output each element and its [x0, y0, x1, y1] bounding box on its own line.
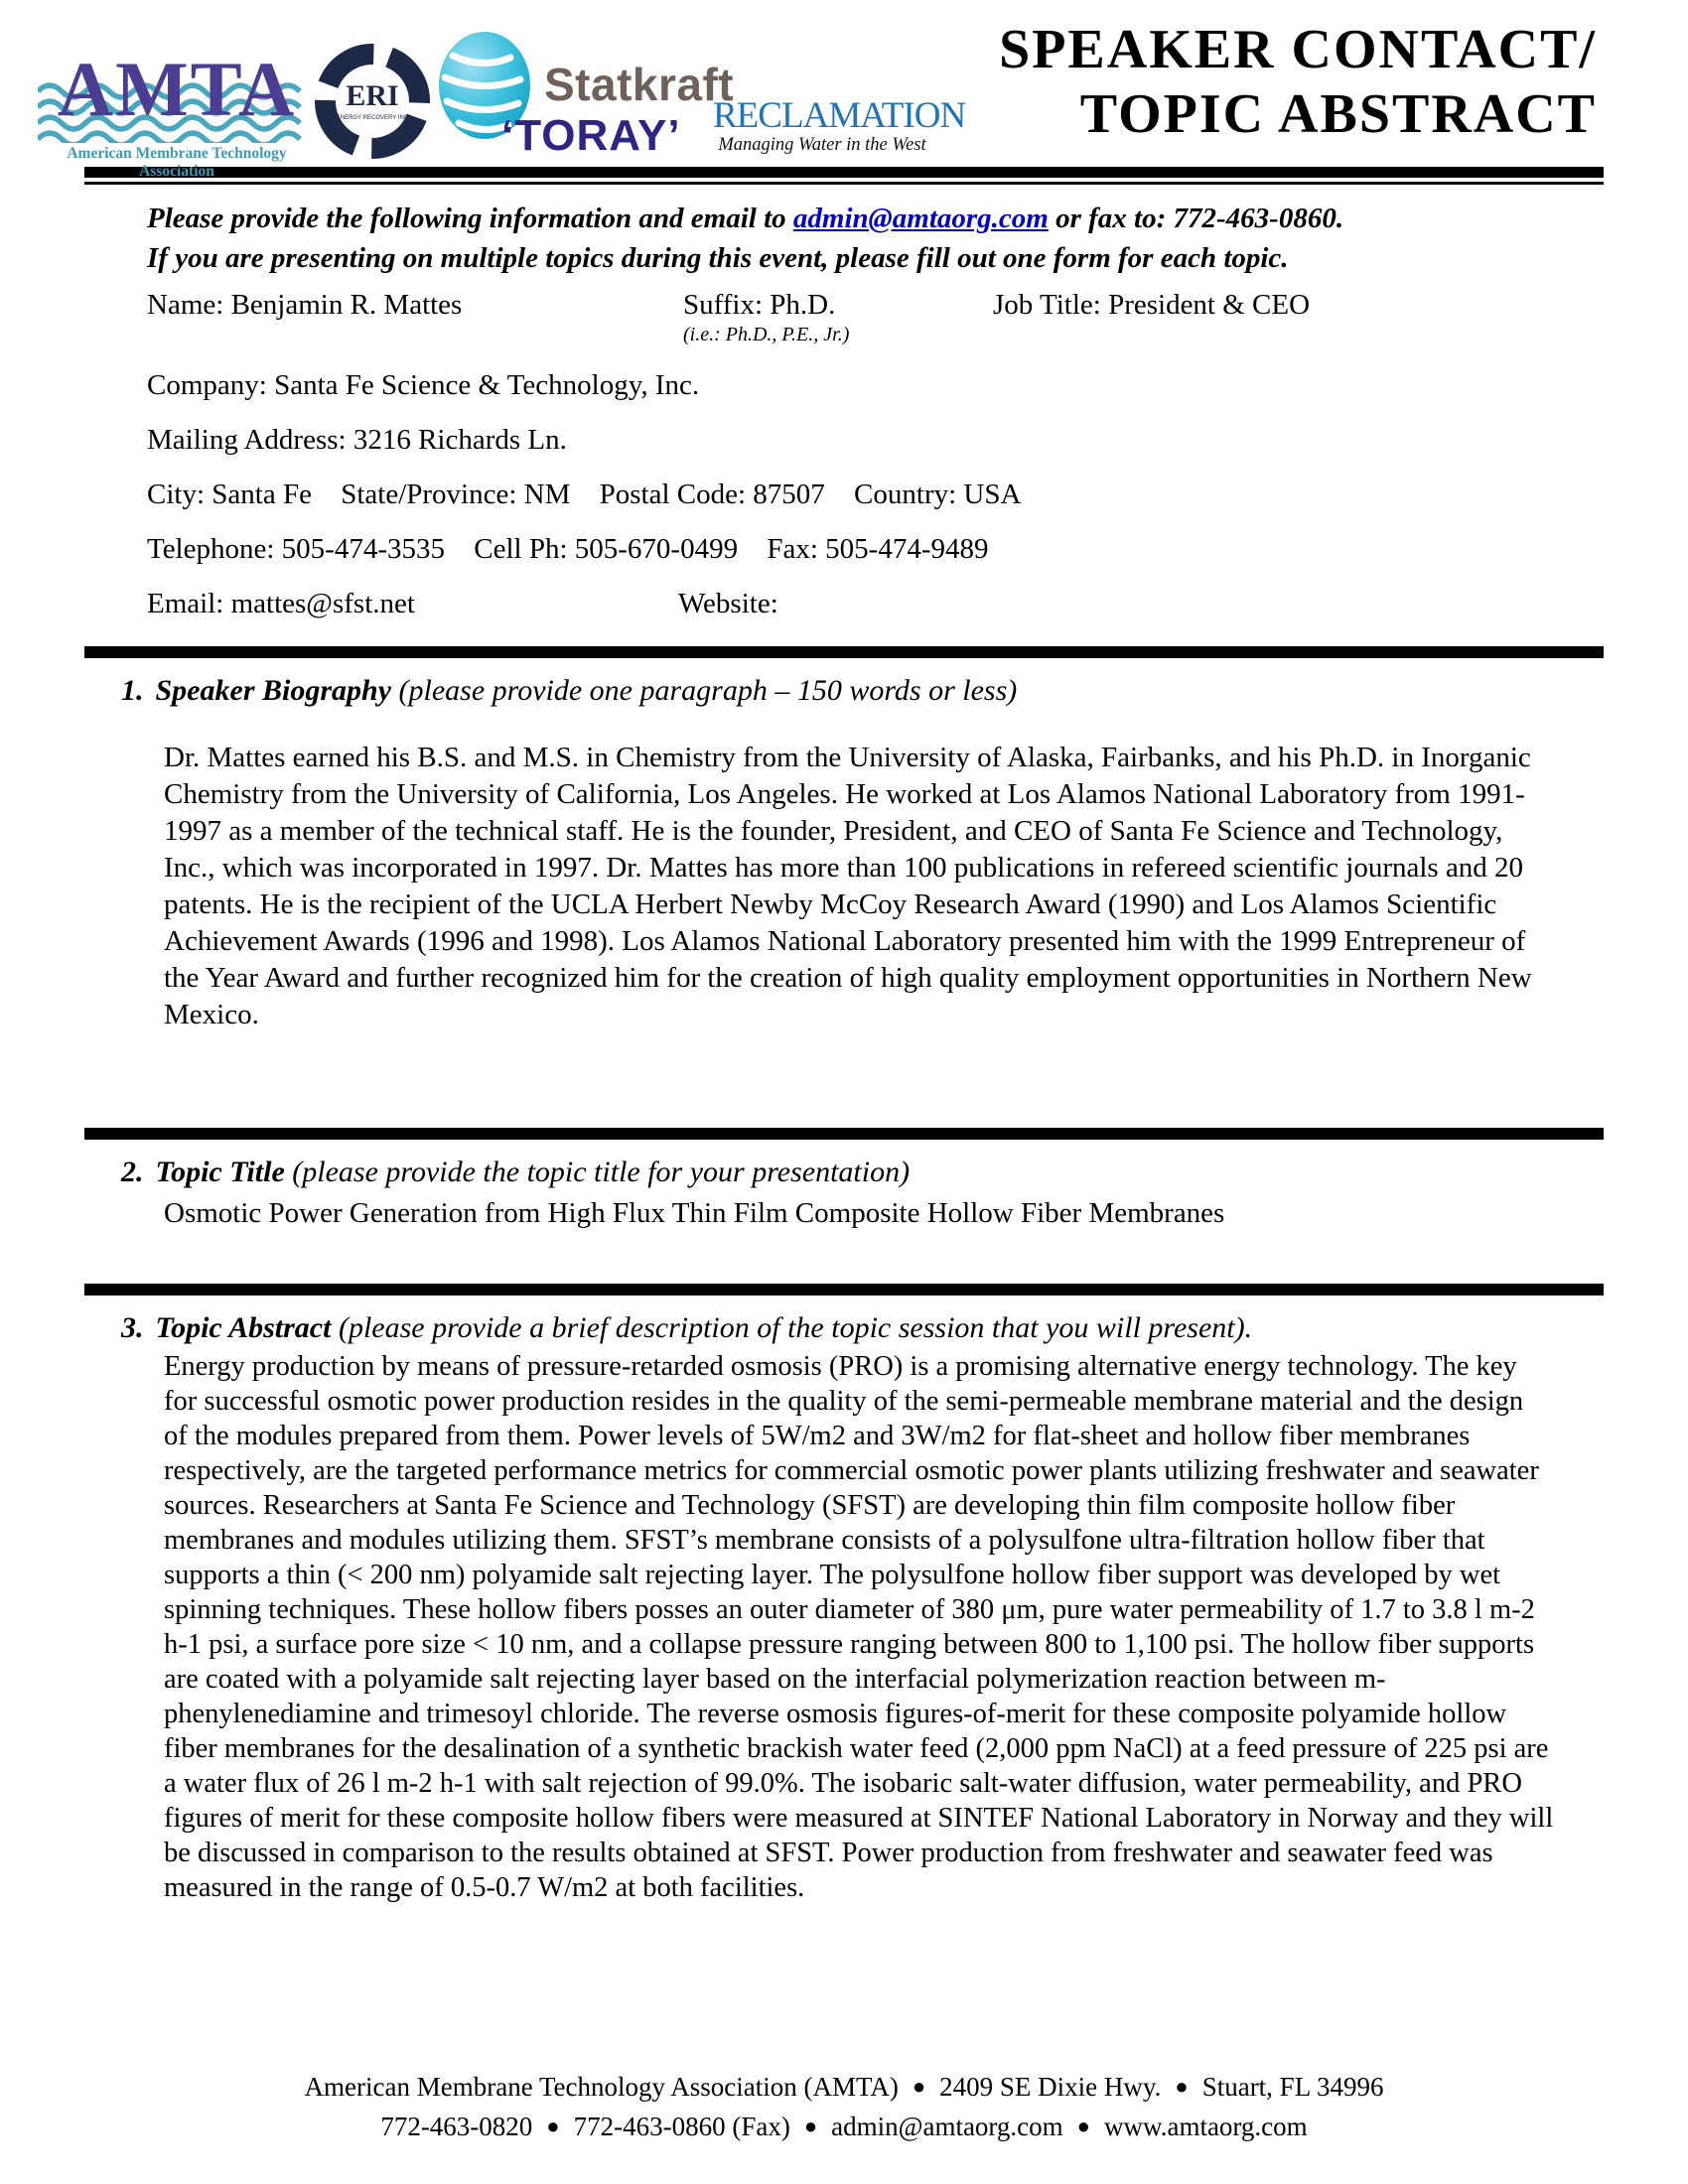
- footer-street: 2409 SE Dixie Hwy.: [939, 2072, 1162, 2102]
- section1-number: 1.: [121, 674, 144, 707]
- mailing-address-row: [147, 423, 1604, 457]
- company-value: Santa Fe Science & Technology, Inc.: [274, 369, 700, 401]
- section2-heading: [121, 1154, 1604, 1191]
- telephone-value: 505-474-3535: [281, 533, 445, 565]
- instructions-line1: [147, 199, 1579, 238]
- footer-fax: 772-463-0860 (Fax): [573, 2112, 790, 2141]
- bullet-icon: ●: [1076, 2114, 1090, 2138]
- fax-field: [767, 533, 988, 565]
- footer-line2: [0, 2107, 1688, 2146]
- country-label: Country:: [854, 478, 957, 510]
- fax-value: 505-474-9489: [825, 533, 989, 565]
- cell-phone-field: [474, 533, 738, 565]
- topic-title-text: Osmotic Power Generation from High Flux Thin Film Composite Hollow Fiber Membranes: [164, 1197, 1225, 1229]
- eri-logo-icon: [313, 42, 432, 161]
- city-value: Santa Fe: [211, 478, 312, 510]
- header: [0, 0, 1688, 180]
- footer-email: admin@amtaorg.com: [831, 2112, 1063, 2141]
- job-title-label: Job Title:: [993, 289, 1101, 321]
- reclamation-logo: [713, 95, 966, 155]
- footer-website: www.amtaorg.com: [1103, 2112, 1308, 2141]
- telephone-field: [147, 533, 445, 565]
- topic-abstract-text: Energy production by means of pressure-retarded osmosis (PRO) is a promising alternative energy technology. The key for successful osmotic power production resides in the quality of the semi-permeable membrane material and the design of the modules prepared from them. Power levels of 5W/m2 and 3W/m2 for flat-sheet and hollow fiber membranes respectively, are the targeted performance metrics for commercial osmotic power plants utilizing freshwater and seawater sources. Researchers at Santa Fe Science and Technology (SFST) are developing thin film composite hollow fiber membranes and modules utilizing them. SFST’s membrane consists of a polysulfone ultra-filtration hollow fiber that supports a thin (< 200 nm) polyamide salt rejecting layer. The polysulfone hollow fiber support was developed by wet spinning techniques. These hollow fibers posses an outer diameter of 380 μm, pure water permeability of 1.7 to 3.8 l m-2 h-1 psi, a surface pore size < 10 nm, and a collapse pressure ranging between 800 to 1,100 psi. The hollow fiber supports are coated with a polyamide salt rejecting layer based on the interfacial polymerization reaction between m-phenylenediamine and trimesoyl chloride. The reverse osmosis figures-of-merit for these composite polyamide hollow fiber membranes for the desalination of a synthetic brackish water feed (2,000 ppm NaCl) at a feed pressure of 225 psi are a water flux of 26 l m-2 h-1 with salt rejection of 99.0%. The isobaric salt-water diffusion, water permeability, and PRO figures of merit for these composite hollow fibers were measured at SINTEF National Laboratory in Norway and they will be discussed in comparison to the results obtained at SFST. Power production from freshwater and seawater feed was measured in the range of 0.5-0.7 W/m2 at both facilities.: [164, 1351, 1554, 1903]
- bullet-icon: ●: [803, 2114, 818, 2138]
- section2-hint: (please provide the topic title for your presentation): [292, 1156, 911, 1188]
- statkraft-wordmark: Statkraft: [544, 59, 735, 110]
- bullet-icon: ●: [1175, 2074, 1189, 2099]
- section2-title: Topic Title: [155, 1156, 285, 1188]
- email-value: mattes@sfst.net: [230, 588, 415, 619]
- website-label: Website:: [678, 588, 778, 619]
- footer-org: American Membrane Technology Association (AMTA): [304, 2072, 899, 2102]
- admin-email-link[interactable]: admin@amtaorg.com: [792, 203, 1049, 234]
- city-field: [147, 478, 312, 510]
- instructions-line1-pre: Please provide the following information and email to: [147, 203, 793, 234]
- page-title: [999, 18, 1597, 147]
- city-row: [147, 478, 1604, 511]
- state-label: State/Province:: [341, 478, 517, 510]
- website-field: [678, 587, 778, 620]
- postal-code-label: Postal Code:: [599, 478, 747, 510]
- footer-city: Stuart, FL 34996: [1201, 2072, 1384, 2102]
- phone-row: [147, 532, 1604, 566]
- name-value: Benjamin R. Mattes: [230, 289, 463, 321]
- page-title-line2: TOPIC ABSTRACT: [1079, 83, 1597, 145]
- company-row: [147, 368, 1604, 402]
- company-label: Company:: [147, 369, 267, 401]
- section3-title: Topic Abstract: [155, 1311, 332, 1344]
- mailing-address-value: 3216 Richards Ln.: [352, 424, 567, 456]
- country-field: [854, 478, 1021, 510]
- section3-number: 3.: [121, 1311, 144, 1344]
- section2-divider: [84, 1128, 1604, 1140]
- page-title-line1: SPEAKER CONTACT/: [999, 19, 1597, 80]
- instructions: [147, 199, 1579, 278]
- email-field: [147, 588, 415, 619]
- section3-divider: [84, 1284, 1604, 1296]
- toray-logo: ‘TORAY’: [501, 111, 681, 160]
- bullet-icon: ●: [546, 2114, 560, 2138]
- reclamation-tagline: Managing Water in the West: [718, 135, 926, 155]
- state-value: NM: [523, 478, 571, 510]
- amta-wordmark: AMTA: [57, 46, 297, 132]
- suffix-label: Suffix:: [683, 289, 764, 321]
- postal-code-value: 87507: [753, 478, 825, 510]
- job-title-field: [993, 288, 1310, 322]
- instructions-line1-post: or fax to: 772-463-0860.: [1048, 203, 1344, 234]
- footer: [0, 2067, 1688, 2146]
- contact-fields: [147, 288, 1604, 620]
- cell-phone-value: 505-670-0499: [574, 533, 739, 565]
- amta-caption: American Membrane Technology Association: [67, 145, 287, 180]
- suffix-value: Ph.D.: [770, 289, 836, 321]
- speaker-biography-text: Dr. Mattes earned his B.S. and M.S. in Chemistry from the University of Alaska, Fairbanks, and his Ph.D. in Inorganic Chemistry from the University of California, Los Angeles. He worked at Los Alamos National Laboratory from 1991-1997 as a member of the technical staff. He is the founder, President, and CEO of Santa Fe Science and Technology, Inc., which was incorporated in 1997. Dr. Mattes has more than 100 publications in refereed scientific journals and 20 patents. He is the recipient of the UCLA Herbert Newby McCoy Research Award (1990) and Los Alamos Scientific Achievement Awards (1996 and 1998). Los Alamos National Laboratory presented him with the 1999 Entrepreneur of the Year Award and further recognized him for the creation of high quality employment opportunities in Northern New Mexico.: [164, 742, 1532, 1030]
- telephone-label: Telephone:: [147, 533, 275, 565]
- section1-title: Speaker Biography: [155, 674, 392, 707]
- city-label: City:: [147, 478, 206, 510]
- email-row: [147, 587, 1604, 620]
- section2-number: 2.: [121, 1156, 144, 1188]
- cell-phone-label: Cell Ph:: [474, 533, 568, 565]
- footer-line1: [0, 2067, 1688, 2107]
- name-row: [147, 288, 1604, 322]
- mailing-address-label: Mailing Address:: [147, 424, 347, 456]
- country-value: USA: [963, 478, 1022, 510]
- svg-text:ENERGY RECOVERY INC: ENERGY RECOVERY INC: [336, 115, 409, 121]
- suffix-field: [683, 288, 835, 322]
- state-field: [341, 478, 570, 510]
- name-label: Name:: [147, 289, 224, 321]
- svg-text:ERI: ERI: [346, 79, 399, 112]
- amta-logo: [38, 38, 316, 180]
- postal-code-field: [600, 478, 825, 510]
- footer-phone: 772-463-0820: [380, 2112, 533, 2141]
- section3-heading: [121, 1309, 1604, 1347]
- section3-hint: (please provide a brief description of the topic session that you will present).: [338, 1311, 1253, 1344]
- reclamation-wordmark: RECLAMATION: [713, 95, 966, 136]
- section1-heading: [121, 672, 1604, 710]
- job-title-value: President & CEO: [1108, 289, 1311, 321]
- section1-divider: [84, 646, 1604, 658]
- instructions-line2: If you are presenting on multiple topics during this event, please fill out one form for each topic.: [147, 242, 1289, 274]
- email-label: Email:: [147, 588, 224, 619]
- fax-label: Fax:: [767, 533, 818, 565]
- bullet-icon: ●: [912, 2074, 926, 2099]
- section1-hint: (please provide one paragraph – 150 words or less): [398, 674, 1018, 707]
- suffix-hint: (i.e.: Ph.D., P.E., Jr.): [683, 324, 850, 345]
